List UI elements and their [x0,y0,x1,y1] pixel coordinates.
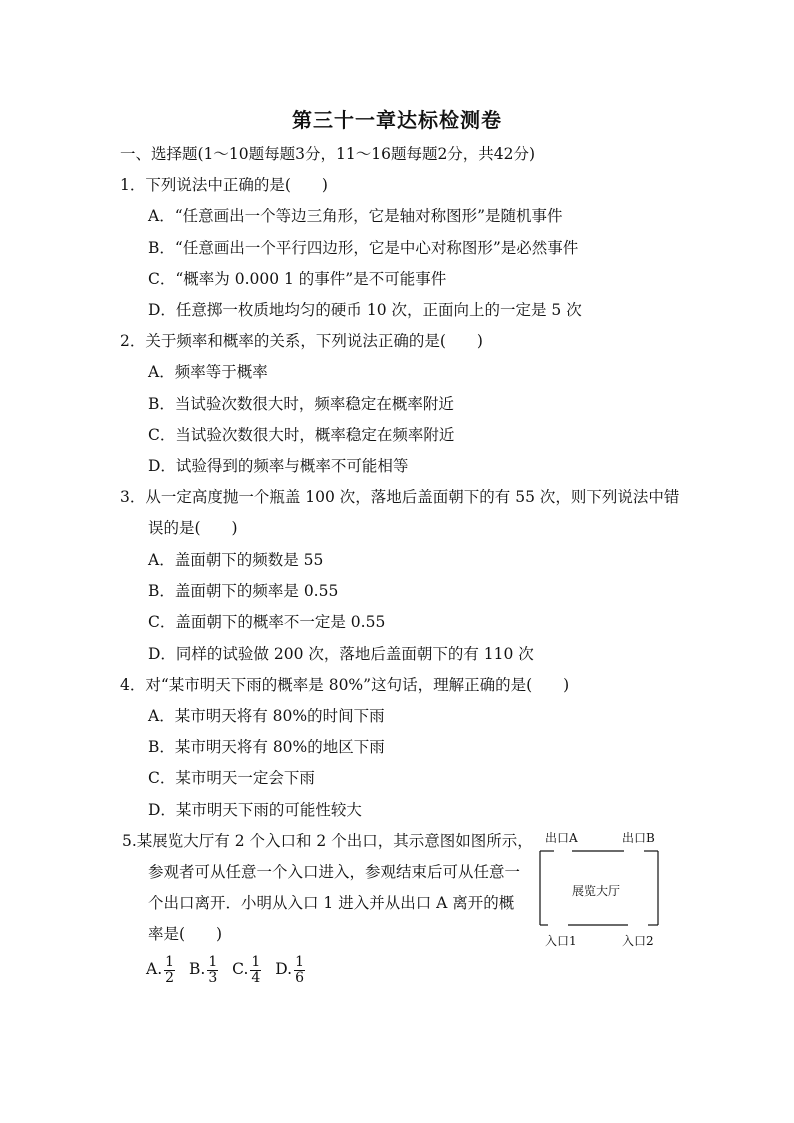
fraction: $\frac{1}{4}$ [251,953,261,986]
question-4-option-a: A．某市明天将有 80%的时间下雨 [148,707,385,725]
figure-hall-label: 展览大厅 [572,884,621,898]
question-4-option-d: D．某市明天下雨的可能性较大 [148,801,362,819]
section-heading: 一、选择题(1～10题每题3分，11～16题每题2分，共42分) [120,145,536,163]
question-5-line-3: 个出口离开．小明从入口 1 进入并从出口 A 离开的概 [148,894,515,912]
question-5-option-b: B. $\frac{1}{3}$ [188,953,218,986]
fraction: $\frac{1}{3}$ [208,953,218,986]
question-4-option-c: C．某市明天一定会下雨 [148,769,315,787]
question-5-option-c: C. $\frac{1}{4}$ [232,953,261,986]
figure-exit-b-label: 出口B [622,831,655,845]
page-title: 第三十一章达标检测卷 [292,108,502,132]
question-5-line-2: 参观者可从任意一个入口进入，参观结束后可从任意一 [148,863,521,881]
figure-entrance-2-label: 入口2 [622,934,654,948]
question-2-option-d: D．试验得到的频率与概率不可能相等 [148,457,409,475]
question-2-stem: 2．关于频率和概率的关系，下列说法正确的是( ) [120,332,483,350]
question-1-option-c: C．“概率为 0.000 1 的事件”是不可能事件 [148,270,447,288]
question-4-option-b: B．某市明天将有 80%的地区下雨 [148,738,385,756]
question-2-option-c: C．当试验次数很大时，概率稳定在频率附近 [148,426,455,444]
question-1-option-b: B．“任意画出一个平行四边形，它是中心对称图形”是必然事件 [148,239,579,257]
figure-entrance-1-label: 入口1 [545,934,577,948]
fraction: $\frac{1}{2}$ [165,953,175,986]
question-2-option-a: A．频率等于概率 [148,363,268,381]
question-1-option-a: A．“任意画出一个等边三角形，它是轴对称图形”是随机事件 [148,207,563,225]
question-1-stem: 1．下列说法中正确的是( ) [120,176,328,194]
question-3-option-b: B．盖面朝下的频率是 0.55 [148,582,339,600]
question-5-options [146,952,314,986]
question-5-option-a: A. $\frac{1}{2}$ [146,953,175,986]
figure-exit-a-label: 出口A [545,831,578,845]
question-3-option-d: D．同样的试验做 200 次，落地后盖面朝下的有 110 次 [148,645,534,663]
question-3-stem-line-2: 误的是( ) [148,519,238,537]
question-5-line-1: 5.某展览大厅有 2 个入口和 2 个出口，其示意图如图所示， [122,832,533,850]
question-5-line-4: 率是( ) [148,925,223,943]
question-4-stem: 4．对“某市明天下雨的概率是 80%”这句话，理解正确的是( ) [120,676,570,694]
question-3-option-a: A．盖面朝下的频数是 55 [148,551,324,569]
question-5-option-d: D. $\frac{1}{6}$ [275,953,304,986]
question-3-option-c: C．盖面朝下的概率不一定是 0.55 [148,613,386,631]
question-1-option-d: D．任意掷一枚质地均匀的硬币 10 次，正面向上的一定是 5 次 [148,301,582,319]
question-3-stem-line-1: 3．从一定高度抛一个瓶盖 100 次，落地后盖面朝下的有 55 次，则下列说法中错 [120,488,680,506]
fraction: $\frac{1}{6}$ [295,953,304,986]
question-2-option-b: B．当试验次数很大时，频率稳定在概率附近 [148,395,454,413]
